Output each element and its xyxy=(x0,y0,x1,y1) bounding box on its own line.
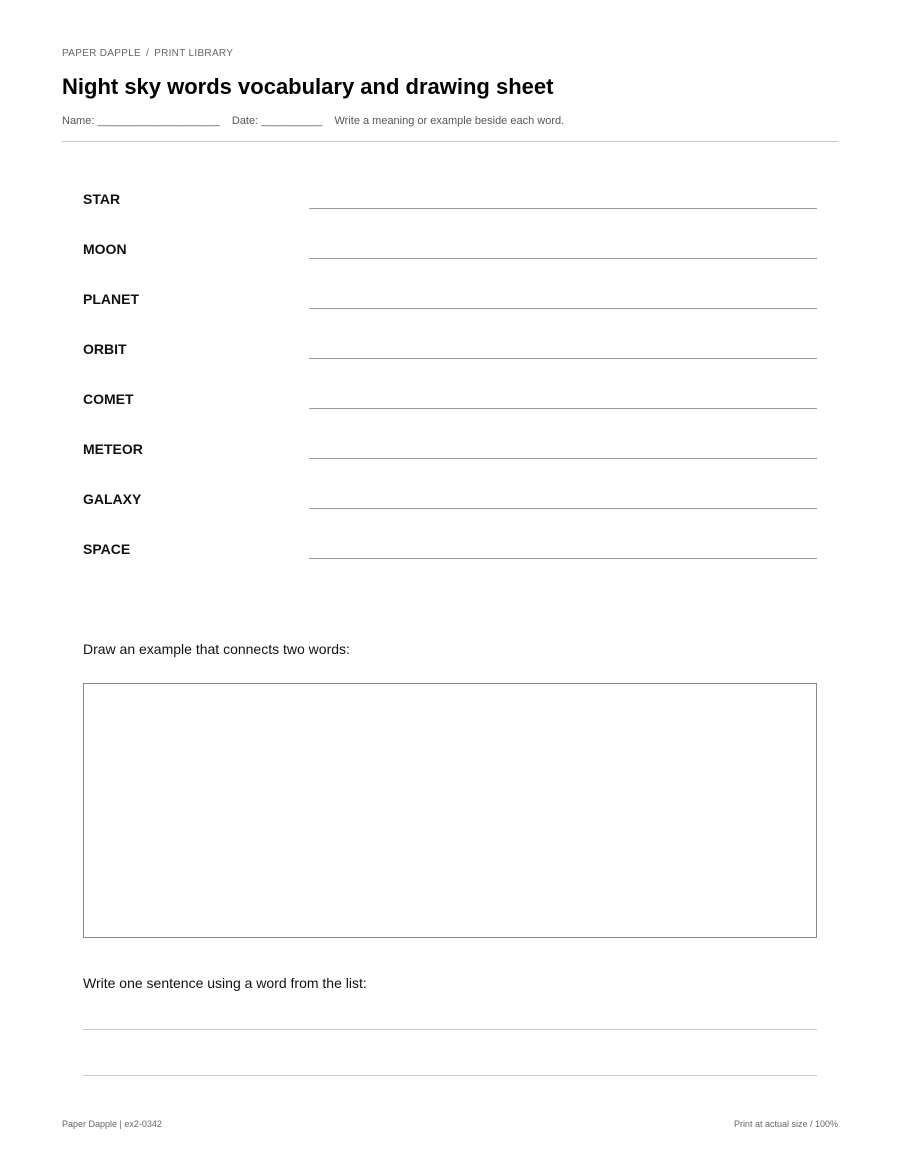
vocab-writing-line xyxy=(309,258,817,259)
name-field: Name: ____________________ xyxy=(62,115,220,127)
vocab-writing-line xyxy=(309,408,817,409)
instructions-text: Write a meaning or example beside each word. xyxy=(334,115,565,127)
vocab-word: METEOR xyxy=(83,441,143,457)
breadcrumb-item-paper-dapple[interactable]: PAPER DAPPLE xyxy=(62,48,142,59)
vocab-writing-line xyxy=(309,558,817,559)
drawing-box xyxy=(83,683,817,938)
vocab-writing-line xyxy=(309,508,817,509)
vocab-word: COMET xyxy=(83,391,134,407)
footer-print-note: Print at actual size / 100% xyxy=(733,1119,838,1129)
vocab-word: SPACE xyxy=(83,541,131,557)
vocab-word: PLANET xyxy=(83,291,139,307)
vocab-row-planet xyxy=(83,276,817,326)
vocab-writing-line xyxy=(309,358,817,359)
vocab-word: ORBIT xyxy=(83,341,127,357)
footer-source-id: Paper Dapple | ex2-0342 xyxy=(62,1119,162,1129)
vocab-writing-line xyxy=(309,458,817,459)
vocab-word: STAR xyxy=(83,191,121,207)
vocab-row-space xyxy=(83,526,817,576)
vocab-writing-line xyxy=(309,308,817,309)
date-field: Date: __________ xyxy=(231,115,323,127)
vocab-word: MOON xyxy=(83,241,127,257)
page-title: Night sky words vocabulary and drawing sheet xyxy=(62,74,554,99)
vocab-writing-line xyxy=(309,208,817,209)
breadcrumb xyxy=(62,48,233,59)
sentence-writing-line xyxy=(83,1029,817,1030)
vocab-row-moon xyxy=(83,226,817,276)
breadcrumb-item-print-library[interactable]: PRINT LIBRARY xyxy=(154,48,234,59)
sentence-prompt: Write one sentence using a word from the list: xyxy=(83,975,367,991)
vocabulary-list xyxy=(83,176,817,576)
vocab-row-comet xyxy=(83,376,817,426)
sentence-writing-line xyxy=(83,1075,817,1076)
drawing-prompt: Draw an example that connects two words: xyxy=(83,641,350,657)
vocab-word: GALAXY xyxy=(83,491,142,507)
header-divider xyxy=(62,141,838,142)
vocab-row-orbit xyxy=(83,326,817,376)
worksheet-meta-line xyxy=(62,115,573,127)
vocab-row-star xyxy=(83,176,817,226)
vocab-row-meteor xyxy=(83,426,817,476)
vocab-row-galaxy xyxy=(83,476,817,526)
breadcrumb-separator: / xyxy=(146,48,150,59)
